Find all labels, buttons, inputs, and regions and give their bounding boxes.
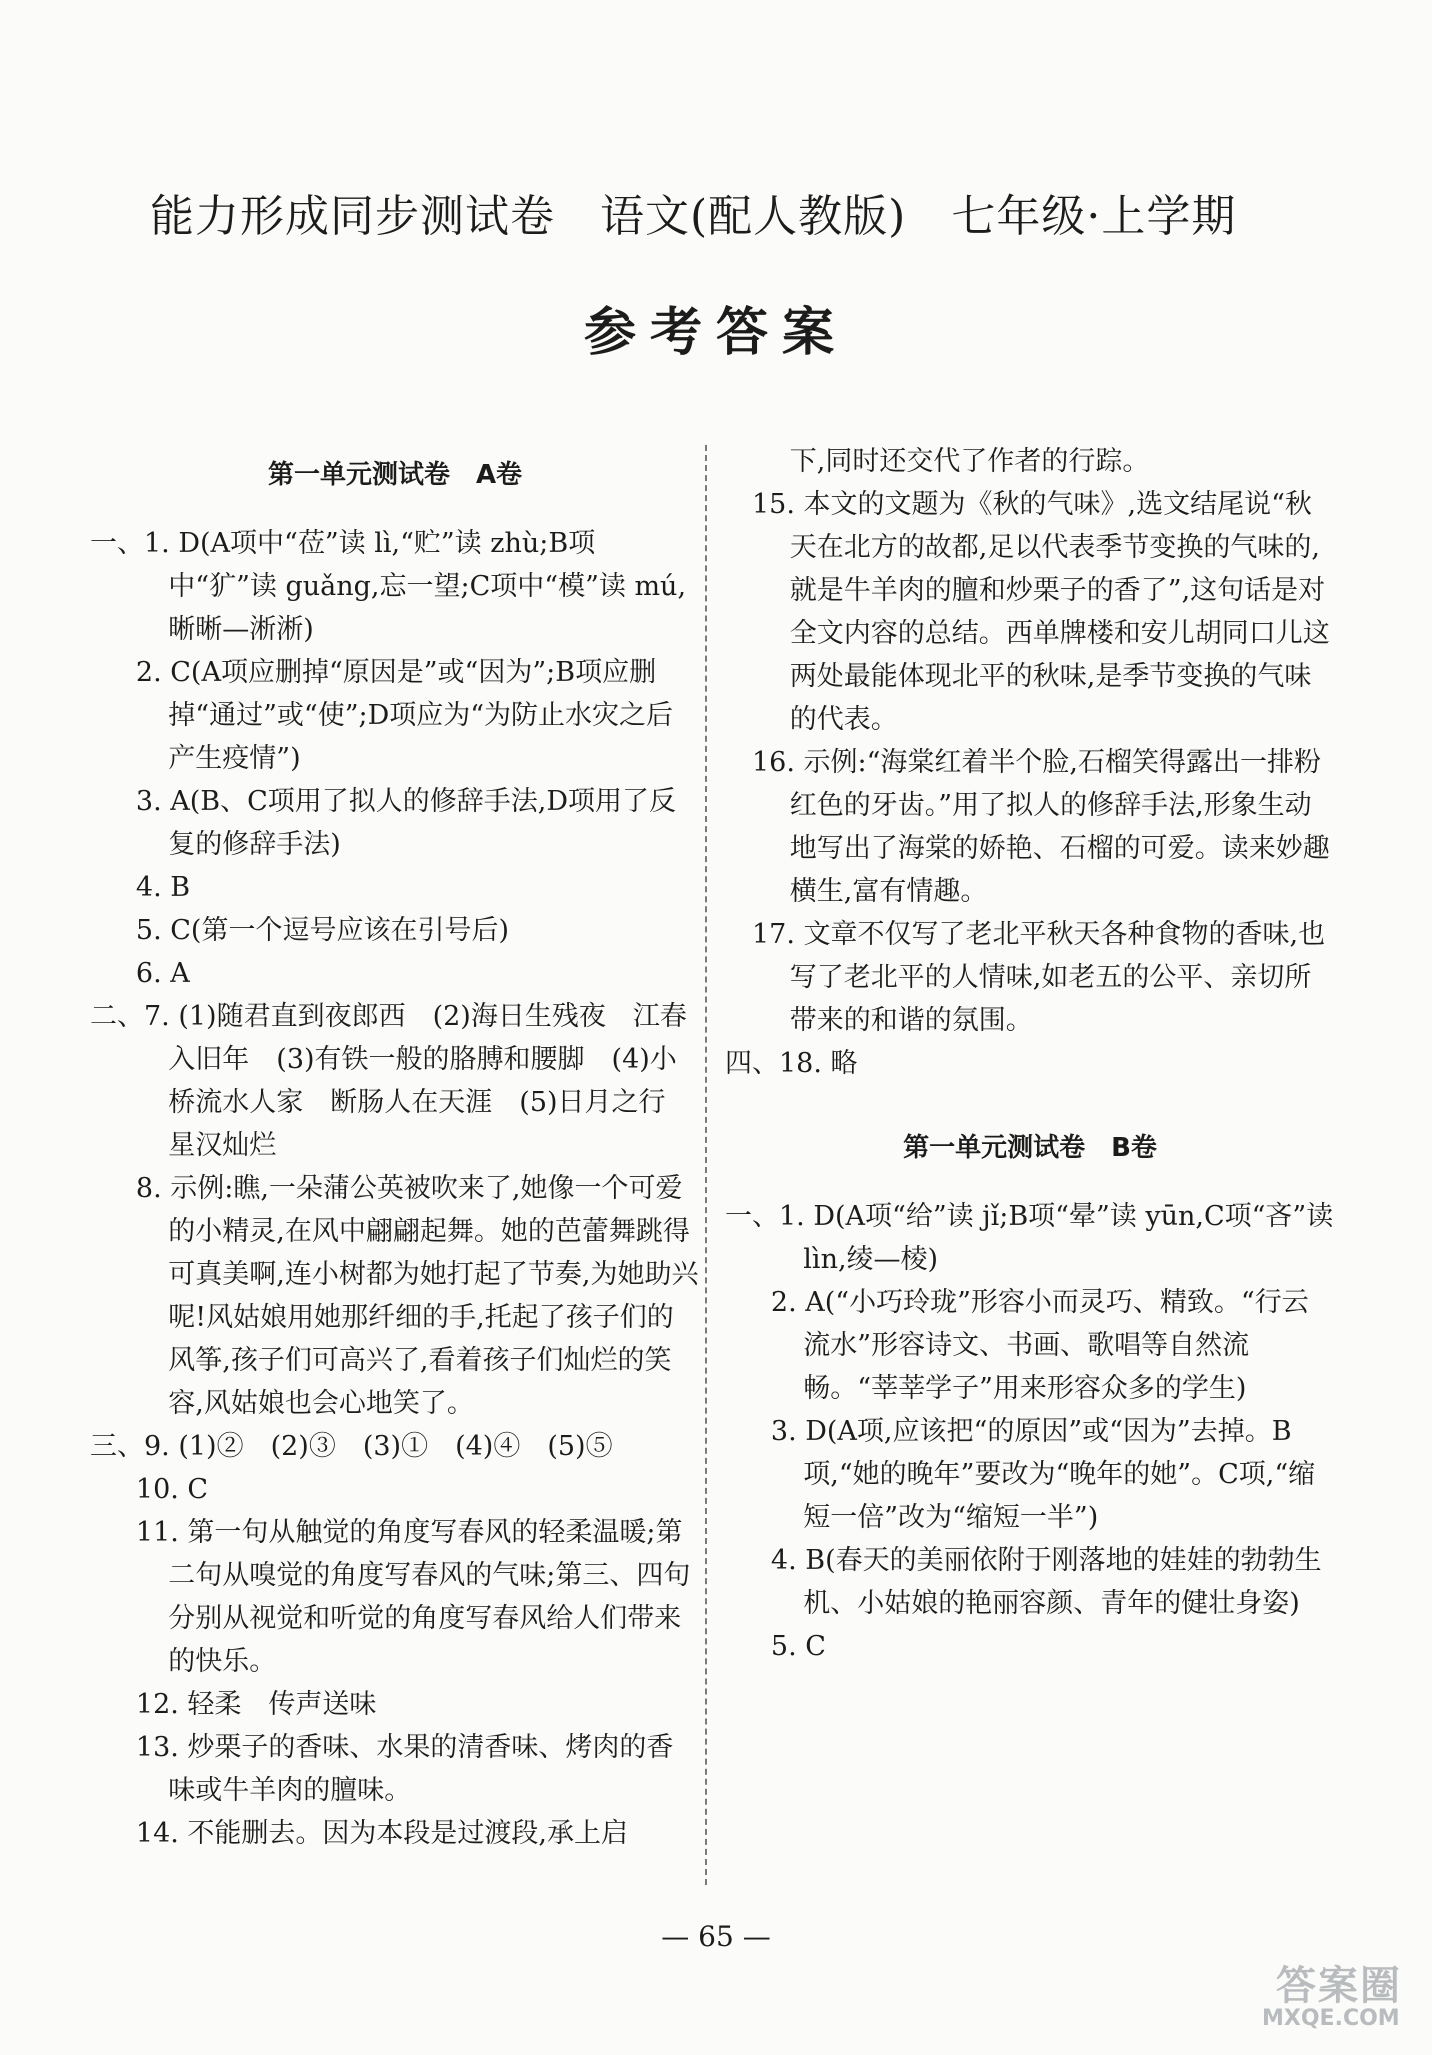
watermark-logo	[1240, 1950, 1410, 2040]
document-title: 能力形成同步测试卷 语文(配人教版) 七年级·上学期	[150, 191, 1237, 242]
answer-item: 16. 示例:“海棠红着半个脸,石榴笑得露出一排粉红色的牙齿。”用了拟人的修辞手法,形象生动地写出了海棠的娇艳、石榴的可爱。读来妙趣横生,富有情趣。	[752, 747, 1330, 907]
answer-item: 12. 轻柔 传声送味	[135, 1689, 377, 1720]
left-column	[90, 440, 700, 1855]
answer-item: 15. 本文的文题为《秋的气味》,选文结尾说“秋天在北方的故都,足以代表季节变换的气味的,就是牛羊肉的膻和炒栗子的香了”,这句话是对全文内容的总结。西单牌楼和安儿胡同口儿这两处最能体现北平的秋味,是季节变换的气味的代表。	[752, 489, 1330, 735]
answer-item: 2. A(“小巧玲珑”形容小而灵巧、精致。“行云流水”形容诗文、书画、歌唱等自然流畅。“莘莘学子”用来形容众多的学生)	[770, 1287, 1309, 1404]
section-gap	[725, 1085, 1335, 1113]
answer-item: 4. B	[135, 872, 191, 903]
right-column	[725, 440, 1335, 1668]
answer-item: 一、1. D(A项中“莅”读 lì,“贮”读 zhù;B项中“犷”读 guǎng,忘一望;C项中“模”读 mú,晰晰—淅淅)	[90, 528, 687, 645]
answer-item: 3. D(A项,应该把“的原因”或“因为”去掉。B项,“她的晚年”要改为“晚年的她”。C项,“缩短一倍”改为“缩短一半”)	[770, 1416, 1316, 1533]
answer-list-right-b	[725, 1195, 1335, 1668]
answer-list-left	[90, 522, 700, 1855]
answer-item: 11. 第一句从触觉的角度写春风的轻柔温暖;第二句从嗅觉的角度写春风的气味;第三、四句分别从视觉和听觉的角度写春风给人们带来的快乐。	[135, 1517, 691, 1677]
answer-item: 8. 示例:瞧,一朵蒲公英被吹来了,她像一个可爱的小精灵,在风中翩翩起舞。她的芭蕾舞跳得可真美啊,连小树都为她打起了节奏,为她助兴呢!风姑娘用她那纤细的手,托起了孩子们的风筝,孩子们可高兴了,看着孩子们灿烂的笑容,风姑娘也会心地笑了。	[135, 1173, 699, 1419]
watermark-url: MXQE.COM	[1262, 2006, 1400, 2031]
answers-heading: 参考答案	[583, 302, 848, 363]
answer-item: 一、1. D(A项“给”读 jǐ;B项“晕”读 yūn,C项“吝”读 lìn,绫—棱)	[725, 1201, 1334, 1275]
watermark-text: 答案圈	[1276, 1963, 1402, 2009]
answer-item: 6. A	[135, 958, 190, 989]
answer-item: 17. 文章不仅写了老北平秋天各种食物的香味,也写了老北平的人情味,如老五的公平、亲切所带来的和谐的氛围。	[752, 919, 1326, 1036]
answer-item: 5. C	[770, 1631, 826, 1662]
answer-item: 下,同时还交代了作者的行踪。	[789, 446, 1150, 477]
answer-item: 13. 炒栗子的香味、水果的清香味、烤肉的香味或牛羊肉的膻味。	[135, 1732, 674, 1806]
answer-item: 四、18. 略	[725, 1048, 858, 1079]
column-divider	[705, 445, 707, 1885]
answer-item: 4. B(春天的美丽依附于刚落地的娃娃的勃勃生机、小姑娘的艳丽容颜、青年的健壮身姿)	[770, 1545, 1322, 1619]
answer-item: 14. 不能删去。因为本段是过渡段,承上启	[135, 1818, 629, 1849]
page-number: — 65 —	[661, 1920, 771, 1953]
answer-item: 二、7. (1)随君直到夜郎西 (2)海日生残夜 江春入旧年 (3)有铁一般的胳膊和腰脚 (4)小桥流水人家 断肠人在天涯 (5)日月之行 星汉灿烂	[90, 1001, 693, 1161]
answer-item: 5. C(第一个逗号应该在引号后)	[135, 915, 509, 946]
section-title-a: 第一单元测试卷 A卷	[267, 460, 523, 490]
answer-item: 三、9. (1)② (2)③ (3)① (4)④ (5)⑤	[90, 1431, 613, 1462]
answer-item: 2. C(A项应删掉“原因是”或“因为”;B项应删掉“通过”或“使”;D项应为“为防止水灾之后产生疫情”)	[135, 657, 674, 774]
answer-item: 10. C	[135, 1474, 209, 1505]
answer-list-right-top	[725, 440, 1335, 1085]
answer-item: 3. A(B、C项用了拟人的修辞手法,D项用了反复的修辞手法)	[135, 786, 677, 860]
section-title-b: 第一单元测试卷 B卷	[903, 1133, 1157, 1163]
